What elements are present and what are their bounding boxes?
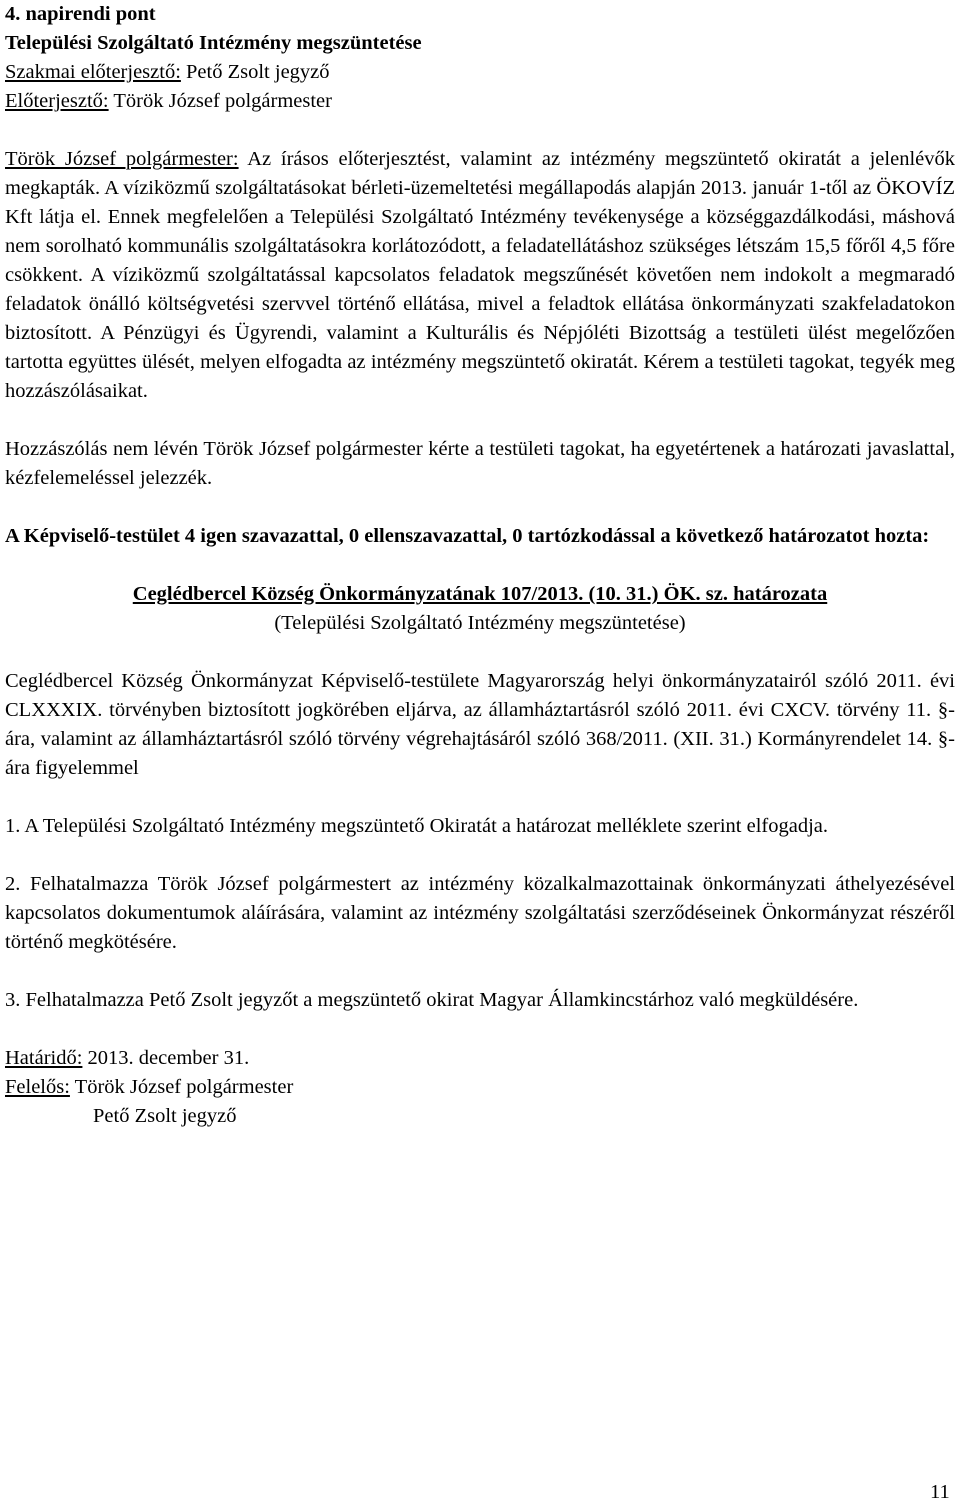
presenter-label: Előterjesztő: bbox=[5, 90, 109, 112]
responsible-label: Felelős: bbox=[5, 1076, 70, 1098]
agenda-item-number: 4. napirendi pont bbox=[5, 3, 156, 25]
professional-presenter-label: Szakmai előterjesztő: bbox=[5, 61, 181, 83]
vote-result: A Képviselő-testület 4 igen szavazattal, 0 ellenszavazattal, 0 tartózkodással a következő határozatot hozta: bbox=[5, 525, 930, 547]
resolution-preamble: Ceglédbercel Község Önkormányzat Képviselő-testülete Magyarország helyi önkormányzatairól szóló 2011. évi CLXXXIX. törvényben biztosított jogkörében eljárva, az államháztartásról szóló 2011. évi CXCV. törvény 11. §-ára, valamint az államháztartásról szóló törvény végrehajtásáról szóló 368/2011. (XII. 31.) Kormányrendelet 14. §-ára figyelemmel bbox=[5, 670, 955, 779]
responsible-second: Pető Zsolt jegyző bbox=[93, 1105, 237, 1127]
speaker-label: Török József polgármester: bbox=[5, 148, 239, 170]
agenda-item-title: Települési Szolgáltató Intézmény megszüntetése bbox=[5, 32, 422, 54]
resolution-title: Ceglédbercel Község Önkormányzatának 107/2013. (10. 31.) ÖK. sz. határozata bbox=[132, 583, 828, 605]
professional-presenter-name: Pető Zsolt jegyző bbox=[180, 61, 330, 83]
deadline bbox=[5, 1044, 955, 1073]
responsible-value: Török József polgármester bbox=[69, 1076, 294, 1098]
deadline-value: 2013. december 31. bbox=[82, 1047, 250, 1069]
deadline-label: Határidő: bbox=[5, 1047, 83, 1069]
document-page bbox=[5, 0, 955, 1131]
resolution-point-2: 2. Felhatalmazza Török József polgármestert az intézmény közalkalmazottainak önkormányzati áthelyezésével kapcsolatos dokumentumok aláírására, valamint az intézmény szolgáltatási szerződéseinek Önkormányzat részéről történő megkötésére. bbox=[5, 873, 955, 953]
professional-presenter bbox=[5, 58, 955, 87]
presenter bbox=[5, 87, 955, 116]
no-comment-paragraph: Hozzászólás nem lévén Török József polgármester kérte a testületi tagokat, ha egyetértenek a határozati javaslattal, kézfelemeléssel jelezzék. bbox=[5, 438, 955, 489]
resolution-point-3: 3. Felhatalmazza Pető Zsolt jegyzőt a megszüntető okirat Magyar Államkincstárhoz való megküldésére. bbox=[5, 989, 859, 1011]
page-number: 11 bbox=[930, 1481, 950, 1503]
mayor-speech bbox=[5, 145, 955, 406]
speech-text: Az írásos előterjesztést, valamint az intézmény megszüntető okiratát a jelenlévők megkapták. A víziközmű szolgáltatásokat bérleti-üzemeltetési megállapodás alapján 2013. január 1-től az ÖKOVÍZ Kft látja el. Ennek megfelelően a Települési Szolgáltató Intézmény tevékenysége a községgazdálkodási, máshová nem sorolható kommunális szolgáltatásokra korlátozódott, a feladatellátáshoz szükséges létszám 15,5 főről 4,5 főre csökkent. A víziközmű szolgáltatással kapcsolatos feladatok megszűnését követően nem indokolt a megmaradó feladatok önálló költségvetési szervvel történő ellátása, mivel a feladtok ellátása önkormányzati szakfeladatokon biztosított. A Pénzügyi és Ügyrendi, valamint a Kulturális és Népjóléti Bizottság a testületi ülést megelőzően tartotta együttes ülését, melyen elfogadta az intézmény megszüntető okiratát. Kérem a testületi tagokat, tegyék meg hozzászólásaikat. bbox=[5, 148, 955, 402]
responsible bbox=[5, 1073, 955, 1102]
resolution-subtitle: (Települési Szolgáltató Intézmény megszüntetése) bbox=[274, 612, 686, 634]
resolution-point-1: 1. A Települési Szolgáltató Intézmény megszüntető Okiratát a határozat melléklete szerint elfogadja. bbox=[5, 815, 829, 837]
presenter-name: Török József polgármester bbox=[108, 90, 332, 112]
